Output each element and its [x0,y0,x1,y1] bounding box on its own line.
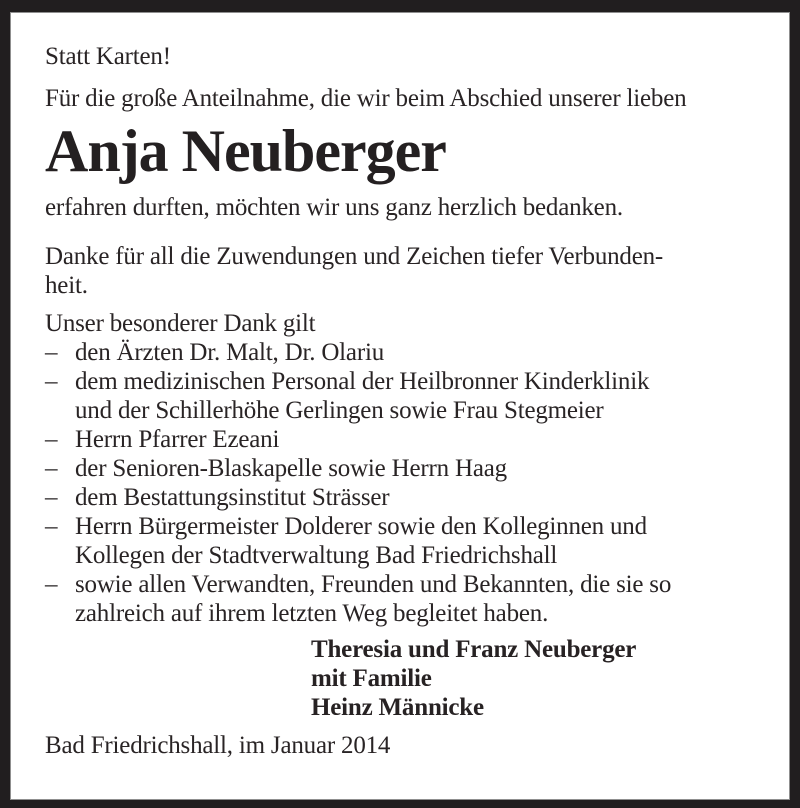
signature-block [311,635,761,722]
deceased-name: Anja Neuberger [45,118,446,184]
acknowledgement-item [45,512,761,570]
signature-line: Heinz Männicke [311,694,484,721]
acknowledgement-line: dem Bestattungsinstitut Strässer [75,484,390,511]
acknowledgement-line: dem medizinischen Personal der Heilbronner Kinderklinik [75,368,650,395]
acknowledgement-line: zahlreich auf ihrem letzten Weg begleitet haben. [75,600,549,627]
acknowledgement-line: den Ärzten Dr. Malt, Dr. Olariu [75,339,384,366]
thanks-line: heit. [45,272,88,299]
pre-header: Statt Karten! [45,43,171,70]
thanks-paragraph [45,242,761,300]
obituary-thank-you-notice [10,12,790,800]
acknowledgement-item [45,570,761,628]
signature-line: mit Familie [311,665,432,692]
acknowledgement-line: Herrn Bürgermeister Dolderer sowie den Kolleginnen und [75,513,647,540]
dash-marker: – [45,455,58,482]
acknowledgement-item [45,483,761,512]
list-intro: Unser besonderer Dank gilt [45,310,316,337]
dash-marker: – [45,426,58,453]
dash-marker: – [45,484,58,511]
acknowledgement-list [45,338,761,628]
place-date: Bad Friedrichshall, im Januar 2014 [45,732,391,759]
acknowledgement-item [45,454,761,483]
acknowledgement-line: Kollegen der Stadtverwaltung Bad Friedrichshall [75,542,558,569]
thanks-line: Danke für all die Zuwendungen und Zeichen tiefer Verbunden- [45,243,664,270]
dash-marker: – [45,368,58,395]
dash-marker: – [45,513,58,540]
acknowledgement-line: sowie allen Verwandten, Freunden und Bekannten, die sie so [75,571,672,598]
intro-line: Für die große Anteilnahme, die wir beim Abschied unserer lieben [45,85,687,112]
acknowledgement-line: Herrn Pfarrer Ezeani [75,426,280,453]
dash-marker: – [45,571,58,598]
acknowledgement-item [45,367,761,425]
acknowledgement-line: der Senioren-Blaskapelle sowie Herrn Haag [75,455,507,482]
signature-line: Theresia und Franz Neuberger [311,636,637,663]
acknowledgement-line: und der Schillerhöhe Gerlingen sowie Frau Stegmeier [75,397,604,424]
gratitude-line: erfahren durften, möchten wir uns ganz herzlich bedanken. [45,194,623,221]
dash-marker: – [45,339,58,366]
acknowledgement-item [45,425,761,454]
acknowledgement-item [45,338,761,367]
